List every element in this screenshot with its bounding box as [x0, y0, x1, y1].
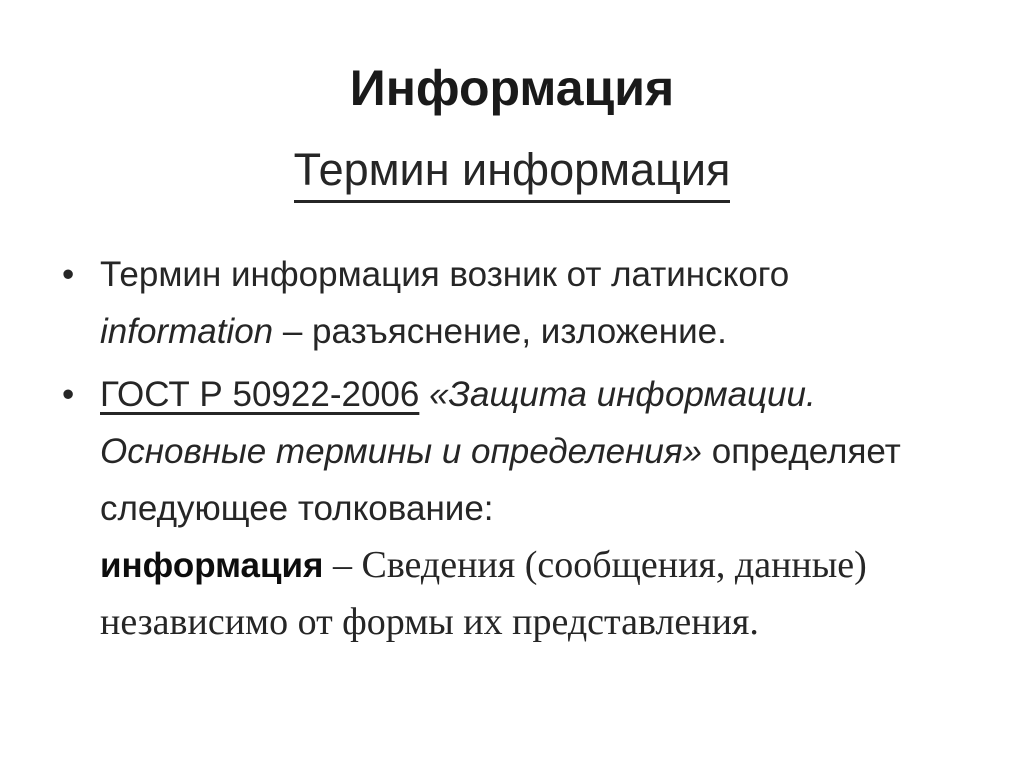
bullet-icon: • — [62, 255, 75, 294]
bullet-item-gost — [62, 366, 982, 651]
origin-meaning: – разъяснение, изложение. — [273, 312, 727, 351]
subtitle-container — [0, 142, 1024, 203]
gost-reference: ГОСТ Р 50922-2006 — [100, 375, 420, 414]
bullet-list — [62, 246, 982, 657]
slide-title: Информация — [349, 60, 675, 116]
bullet-item-origin — [62, 246, 982, 360]
slide-subtitle: Термин информация — [294, 142, 731, 203]
gost-title: «Защита информации. Основные термины и определения» — [100, 375, 816, 471]
origin-text: Термин информация возник от латинского — [100, 255, 790, 294]
bullet-icon: • — [62, 375, 75, 414]
term-definition: – Сведения (сообщения, данные) независимо от формы их представления. — [100, 544, 867, 643]
latin-term: information — [100, 312, 274, 351]
gost-text: определяет следующее толкование: — [100, 432, 901, 528]
defined-term: информация — [100, 546, 324, 585]
